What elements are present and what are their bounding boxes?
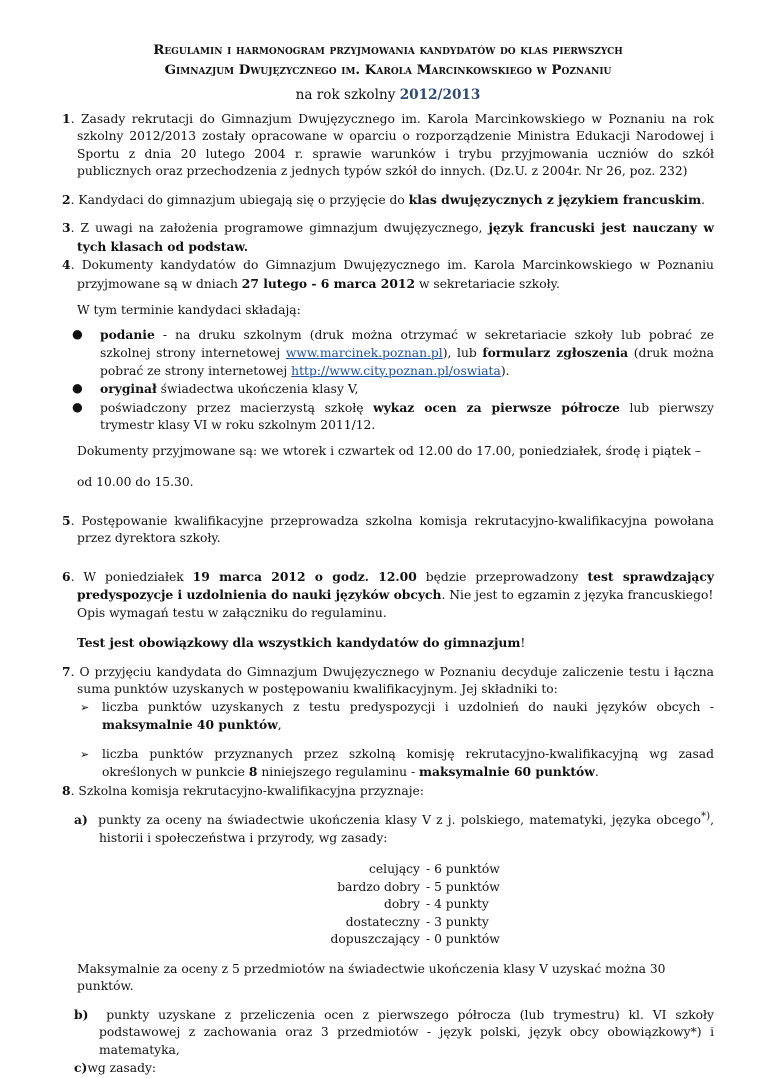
document-title xyxy=(62,40,714,80)
grade-name: dostateczny xyxy=(345,914,420,929)
section-2: 2. Kandydaci do gimnazjum ubiegają się o przyjęcie do klas dwujęzycznych z językiem francuskim. xyxy=(62,191,706,207)
section-4: 4. Dokumenty kandydatów do Gimnazjum Dwujęzycznego im. Karola Marcinkowskiego w Poznaniu przyjmowane są w dniach 27 lutego - 6 marca 2012 w sekretariacie szkoły. xyxy=(62,257,714,291)
max-points-note: Maksymalnie za oceny z 5 przedmiotów na świadectwie ukończenia klasy V uzyskać można 30 punktów. xyxy=(77,961,666,994)
points-components-list xyxy=(62,699,714,782)
list-item: ● oryginał świadectwa ukończenia klasy V, xyxy=(72,381,359,396)
list-item: ● podanie - na druku szkolnym (druk można otrzymać w sekretariacie szkoły lub pobrać ze szkolnej strony internetowej www.marcinek.poznan.pl), lub formularz zgłoszenia (druk można pobrać ze strony internetowej http://www.city.poznan.pl/oswiata). xyxy=(72,326,714,378)
section-5: 5. Postępowanie kwalifikacyjne przeprowadza szkolna komisja rekrutacyjno-kwalifikacyjna powołana przez dyrektora szkoły. xyxy=(62,512,714,545)
grade-names xyxy=(62,861,420,949)
rule-a: a) punkty za oceny na świadectwie ukończenia klasy V z j. polskiego, matematyki, języka obcego*), historii i społeczeństwa i przyrody, wg zasady: xyxy=(74,810,714,845)
arrow-bullet-icon: ➢ xyxy=(80,747,90,761)
grade-points xyxy=(420,861,500,949)
test-description-note: Opis wymagań testu w załączniku do regulaminu. xyxy=(77,605,387,620)
grade-points-value: - 3 punkty xyxy=(426,914,489,929)
grade-points-value: - 5 punktów xyxy=(426,879,500,894)
grade-points-value: - 6 punktów xyxy=(426,862,500,877)
list-item: ➢ liczba punktów przyznanych przez szkolną komisję rekrutacyjno-kwalifikacyjną wg zasad określonych w punkcie 8 niniejszego regulaminu - maksymalnie 60 punktów. xyxy=(80,746,714,779)
documents-intro: W tym terminie kandydaci składają: xyxy=(77,303,301,317)
grades-table xyxy=(62,861,714,949)
section-3: 3. Z uwagi na założenia programowe gimnazjum dwujęzycznego, język francuski jest nauczany w tych klasach od podstaw. xyxy=(62,220,714,254)
title-line-2: Gimnazjum Dwujęzycznego im. Karola Marcinkowskiego w Poznaniu xyxy=(164,62,612,78)
section-7: 7. O przyjęciu kandydata do Gimnazjum Dwujęzycznego w Poznaniu decyduje zaliczenie testu i łączna suma punktów uzyskanych w postępowaniu kwalifikacyjnym. Jej składniki to: xyxy=(62,663,714,696)
school-website-link[interactable]: www.marcinek.poznan.pl xyxy=(285,346,443,360)
city-education-link[interactable]: http://www.city.poznan.pl/oswiata xyxy=(291,363,501,378)
bullet-icon: ● xyxy=(72,326,83,341)
grade-name: dopuszczający xyxy=(330,932,420,947)
grade-name: dobry xyxy=(384,897,420,912)
list-item: ● poświadczony przez macierzystą szkołę wykaz ocen za pierwsze półrocze lub pierwszy trymestr klasy VI w roku szkolnym 2011/12. xyxy=(72,399,714,432)
section-1: 1. Zasady rekrutacji do Gimnazjum Dwujęzycznego im. Karola Marcinkowskiego w Poznaniu na rok szkolny 2012/2013 zostały opracowane w oparciu o rozporządzenie Ministra Edukacji Narodowej i Sportu z dnia 20 lutego 2004 r. sprawie warunków i trybu przyjmowania uczniów do szkół publicznych oraz przechodzenia z jednych typów szkół do innych. (Dz.U. z 2004r. Nr 26, poz. 232) xyxy=(62,110,714,178)
bullet-icon: ● xyxy=(72,381,83,395)
grade-name: celujący xyxy=(369,862,420,877)
office-hours-cont: od 10.00 do 15.30. xyxy=(77,475,194,489)
document-page xyxy=(62,0,714,1078)
rule-b: b) punkty uzyskane z przeliczenia ocen z pierwszego półrocza (lub trymestru) kl. VI szkoły podstawowej z zachowania oraz 3 przedmiotów - język polski, język obcy obowiązkowy*) i matematyka, xyxy=(74,1006,714,1057)
grade-name: bardzo dobry xyxy=(337,879,420,894)
section-8: 8. Szkolna komisja rekrutacyjno-kwalifikacyjna przyznaje: xyxy=(62,782,424,798)
grade-points-value: - 4 punkty xyxy=(426,897,489,912)
test-mandatory-note: Test jest obowiązkowy dla wszystkich kandydatów do gimnazjum! xyxy=(77,635,526,650)
office-hours: Dokumenty przyjmowane są: we wtorek i czwartek od 12.00 do 17.00, poniedziałek, środę i piątek – xyxy=(77,443,702,458)
list-item: ➢ liczba punktów uzyskanych z testu predyspozycji i uzdolnień do nauki języków obcych - maksymalnie 40 punktów, xyxy=(80,699,714,732)
school-year-line: na rok szkolny 2012/2013 xyxy=(295,87,481,103)
rule-c: c)wg zasady: xyxy=(74,1060,157,1076)
grade-points-value: - 0 punktów xyxy=(426,932,500,947)
documents-list xyxy=(62,326,714,435)
school-year: 2012/2013 xyxy=(399,87,481,103)
section-6: 6. W poniedziałek 19 marca 2012 o godz. 12.00 będzie przeprowadzony test sprawdzający predyspozycje i uzdolnienia do nauki języków obcych. Nie jest to egzamin z języka francuskiego! xyxy=(62,568,714,602)
bullet-icon: ● xyxy=(72,399,83,414)
arrow-bullet-icon: ➢ xyxy=(80,700,90,714)
title-line-1: Regulamin i harmonogram przyjmowania kandydatów do klas pierwszych xyxy=(153,42,623,58)
